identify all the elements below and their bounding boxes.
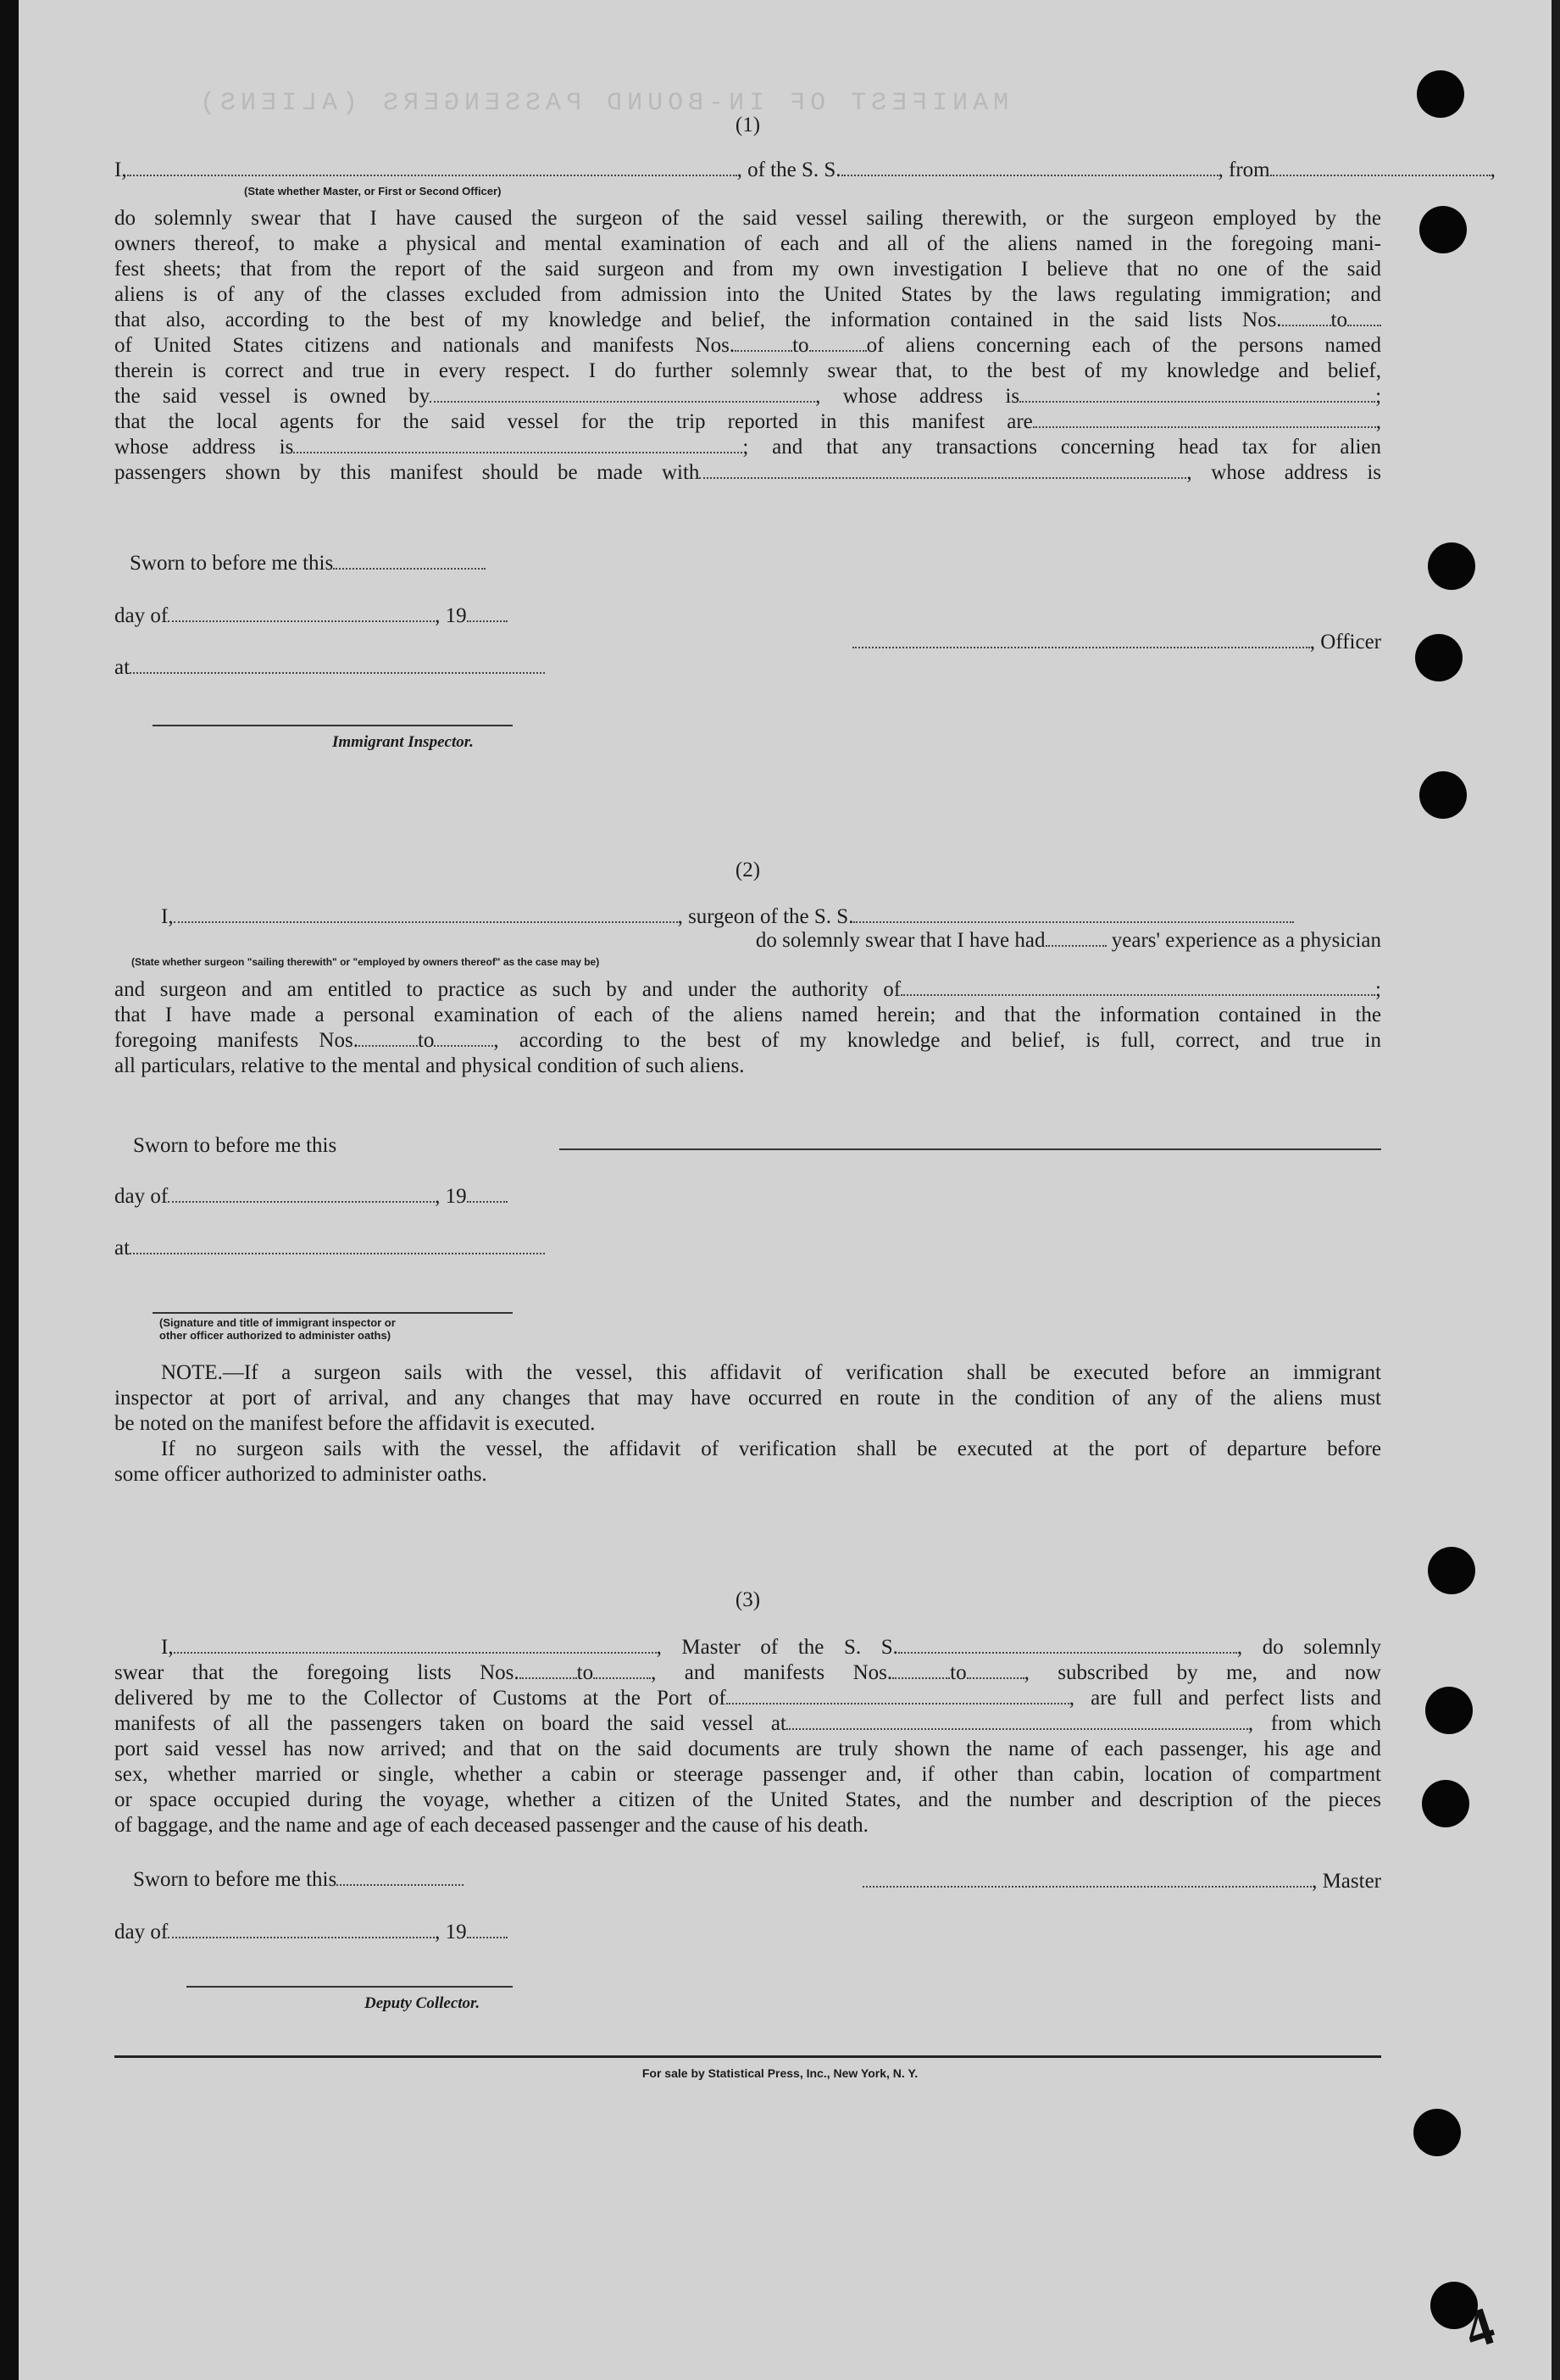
section-2-officer-signature-line xyxy=(153,1312,513,1314)
punch-hole-icon xyxy=(1419,206,1467,253)
punch-hole-icon xyxy=(1428,542,1475,590)
deputy-collector-caption: Deputy Collector. xyxy=(364,1994,480,2012)
printer-imprint: For sale by Statistical Press, Inc., New York, N. Y. xyxy=(641,2066,919,2080)
immigrant-inspector-signature-line xyxy=(153,725,513,726)
note-line-2: inspector at port of arrival, and any changes that may have occurred en route in the condition of any of the aliens must xyxy=(114,1387,1381,1410)
section-3-line-8: of baggage, and the name and age of each deceased passenger and the cause of his death. xyxy=(114,1814,869,1837)
section-3-sworn: Sworn to before me this xyxy=(133,1867,574,1893)
deputy-collector-signature-line xyxy=(186,1986,513,1988)
section-3-line-1: I, , Master of the S. S. , do solemnly xyxy=(161,1636,1381,1659)
section-1-line-11: whose address is ; and that any transactions concerning head tax for alien xyxy=(114,436,1381,459)
section-2-at: at xyxy=(114,1236,555,1261)
section-2-caption-line-1: (Signature and title of immigrant inspector or xyxy=(159,1316,396,1329)
section-1-line-9: the said vessel is owned by , whose address is ; xyxy=(114,385,1382,408)
section-1-line-5: aliens is of any of the classes excluded from admission into the United States by the laws regulating immigration; and xyxy=(114,283,1381,306)
section-1-line-10: that the local agents for the said vessel for the trip reported in this manifest are , xyxy=(114,410,1381,433)
immigrant-inspector-caption: Immigrant Inspector. xyxy=(332,733,474,751)
note-line-4: If no surgeon sails with the vessel, the affidavit of verification shall be executed at the port of departure before xyxy=(161,1437,1381,1460)
punch-hole-icon xyxy=(1417,70,1464,118)
section-1-line-6: that also, according to the best of my knowledge and belief, the information contained in the said lists Nos. to xyxy=(114,308,1381,333)
punch-hole-icon xyxy=(1425,1687,1473,1734)
section-2-day-of: day of , 19 xyxy=(114,1184,555,1209)
punch-hole-icon xyxy=(1428,1547,1475,1594)
section-2-line-4: that I have made a personal examination of each of the aliens named herein; and that the information contained in the xyxy=(114,1004,1381,1026)
note-line-1: NOTE.—If a surgeon sails with the vessel, this affidavit of verification shall be executed before an immigrant xyxy=(161,1361,1381,1384)
bleed-through-header: MANIFEST OF IN-BOUND PASSENGERS (ALIENS) xyxy=(195,89,1009,118)
section-3-line-3: delivered by me to the Collector of Customs at the Port of , are full and perfect lists and xyxy=(114,1687,1382,1710)
section-1-line-4: fest sheets; that from the report of the said surgeon and from my own investigation I believe that no one of the said xyxy=(114,258,1381,281)
section-3-line-7: or space occupied during the voyage, whether a citizen of the United States, and the number and description of the pieces xyxy=(114,1788,1381,1811)
section-1-line-3: owners thereof, to make a physical and mental examination of each and all of the aliens named in the foregoing mani- xyxy=(114,232,1381,255)
section-2-line-1: I, , surgeon of the S. S. xyxy=(161,904,1381,930)
section-2-line-2: do solemnly swear that I have had years' experience as a physician xyxy=(755,929,1381,952)
section-2-sworn: Sworn to before me this xyxy=(133,1134,337,1157)
punch-hole-icon xyxy=(1422,1780,1469,1827)
section-1-number: (1) xyxy=(735,114,761,136)
section-1-line-12: passengers shown by this manifest should be made with , whose address is xyxy=(114,461,1381,484)
surgeon-note: (State whether surgeon "sailing therewith" or "employed by owners thereof" as the case may be) xyxy=(131,956,600,968)
section-1-line-2: do solemnly swear that I have caused the surgeon of the said vessel sailing therewith, or the surgeon employed by the xyxy=(114,207,1381,230)
section-1-line-7: of United States citizens and nationals and manifests Nos. to of aliens concerning each of the persons named xyxy=(114,334,1381,357)
section-3-line-4: manifests of all the passengers taken on board the said vessel at , from which xyxy=(114,1712,1381,1735)
section-1-line-1: I, , of the S. S. , from , xyxy=(114,158,1496,181)
section-3-day-of: day of , 19 xyxy=(114,1920,555,1945)
section-3-line-2: swear that the foregoing lists Nos. to , and manifests Nos. to , subscribed by me, and now xyxy=(114,1661,1381,1684)
section-1-at: at xyxy=(114,655,555,681)
section-3-line-5: port said vessel has now arrived; and that on the said documents are truly shown the name of each passenger, his age and xyxy=(114,1738,1381,1760)
section-2-caption-line-2: other officer authorized to administer oaths) xyxy=(159,1329,391,1342)
section-3-number: (3) xyxy=(735,1588,761,1611)
section-3-master-line: , Master xyxy=(835,1869,1381,1894)
section-2-number: (2) xyxy=(735,859,761,881)
section-2-line-3: and surgeon and am entitled to practice as such by and under the authority of ; xyxy=(114,978,1381,1001)
section-3-line-6: sex, whether married or single, whether a cabin or steerage passenger and, if other than cabin, location of compartment xyxy=(114,1763,1381,1786)
section-1-line-8: therein is correct and true in every respect. I do further solemnly swear that, to the best of my knowledge and belief, xyxy=(114,359,1381,382)
punch-hole-icon xyxy=(1419,771,1467,819)
section-1-day-of: day of , 19 xyxy=(114,603,555,629)
section-2-line-5: foregoing manifests Nos. to , according to the best of my knowledge and belief, is full, correct, and true in xyxy=(114,1029,1381,1052)
officer-note: (State whether Master, or First or Second Officer) xyxy=(244,185,502,197)
note-line-5: some officer authorized to administer oaths. xyxy=(114,1463,487,1486)
punch-hole-icon xyxy=(1413,2109,1461,2156)
section-2-signature-line xyxy=(559,1148,1381,1150)
footer-rule xyxy=(114,2055,1381,2058)
section-1-sworn: Sworn to before me this xyxy=(130,551,553,576)
section-2-line-6: all particulars, relative to the mental and physical condition of such aliens. xyxy=(114,1054,745,1077)
section-1-officer-line: , Officer xyxy=(835,630,1381,655)
handwritten-page-mark: 4 xyxy=(1457,2294,1502,2361)
note-line-3: be noted on the manifest before the affidavit is executed. xyxy=(114,1412,596,1435)
punch-hole-icon xyxy=(1415,634,1463,681)
